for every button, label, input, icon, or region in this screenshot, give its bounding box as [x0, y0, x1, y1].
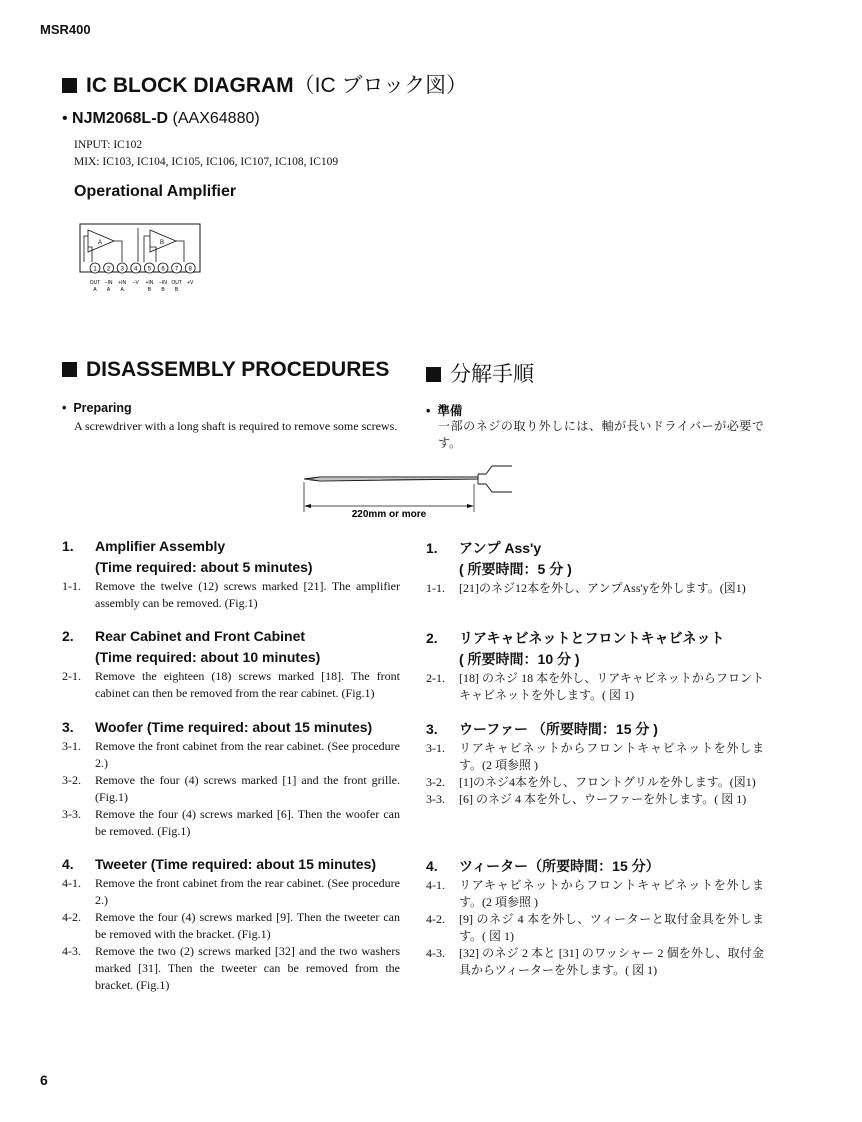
- pin-label: OUT: [171, 280, 182, 286]
- section-number: 4.: [62, 856, 74, 872]
- procedure-step: [62, 909, 400, 943]
- mix-line: MIX: IC103, IC104, IC105, IC106, IC107, IC108, IC109: [74, 156, 339, 168]
- step-text: Remove the twelve (12) screws marked [21]. The amplifier assembly can be removed. (Fig.1): [95, 579, 400, 610]
- section-time: (Time required: about 5 minutes): [95, 559, 313, 575]
- pin-number: 1: [93, 266, 97, 273]
- step-number: 4-1.: [426, 878, 445, 892]
- pin-sublabel: A: [93, 287, 97, 293]
- step-number: 4-1.: [62, 876, 81, 890]
- pin-number: 3: [120, 266, 124, 273]
- step-text: [32] のネジ 2 本と [31] のワッシャー 2 個を外し、取付金具からツィーターを外します。( 図 1): [459, 946, 764, 977]
- procedure-section-jp: [426, 856, 764, 979]
- disassembly-title-jp: 分解手順: [450, 363, 534, 386]
- input-line: INPUT: IC102: [74, 139, 143, 151]
- step-number: 3-1.: [426, 741, 445, 755]
- section-title: Woofer (Time required: about 15 minutes): [95, 719, 373, 735]
- procedure-step: [426, 911, 764, 945]
- bullet-icon: •: [426, 404, 438, 418]
- section-heading: [426, 719, 764, 740]
- step-text: Remove the two (2) screws marked [32] and the two washers marked [31]. Then the tweeter can be removed from the bracket. (Fig.1): [95, 944, 400, 992]
- ic-usage: [74, 137, 338, 171]
- preparing-text-jp: 一部のネジの取り外しには、軸が長いドライバーが必要です。: [438, 419, 764, 450]
- pin-number: 2: [106, 266, 111, 273]
- disassembly-title: DISASSEMBLY PROCEDURES: [86, 358, 390, 381]
- section-number: 1.: [62, 538, 74, 554]
- ic-block-diagram-heading: [62, 69, 467, 99]
- amp-b-label: B: [160, 240, 165, 246]
- section-heading: [426, 628, 764, 670]
- section-title: Rear Cabinet and Front Cabinet: [95, 628, 306, 644]
- section-number: 1.: [426, 540, 438, 556]
- section-title: アンプ Ass'y: [459, 540, 542, 556]
- section-heading: [426, 856, 764, 877]
- step-number: 4-3.: [62, 944, 81, 958]
- step-number: 4-2.: [62, 910, 81, 924]
- preparing-label-jp: • 準備: [426, 404, 463, 418]
- step-number: 3-3.: [426, 792, 445, 806]
- model-header: MSR400: [40, 22, 91, 37]
- procedure-section: [62, 717, 400, 840]
- preparing-text: A screwdriver with a long shaft is required to remove some screws.: [74, 419, 398, 433]
- page-number: 6: [40, 1072, 48, 1088]
- procedure-step: [62, 772, 400, 806]
- screwdriver-illustration: [300, 458, 520, 522]
- pin-label: OUT: [89, 280, 101, 286]
- step-number: 1-1.: [426, 581, 445, 595]
- procedure-step: [62, 738, 400, 772]
- section-number: 3.: [426, 721, 438, 737]
- section-title: Tweeter (Time required: about 15 minutes): [95, 856, 377, 872]
- procedure-section-jp: [426, 628, 764, 704]
- step-text: [21]のネジ12本を外し、アンプAss'yを外します。(図1): [459, 581, 746, 595]
- step-text: リアキャビネットからフロントキャビネットを外します。(2 項参照 ): [459, 741, 764, 772]
- pin-sublabel: A: [106, 287, 111, 293]
- pin-number: 8: [188, 266, 192, 273]
- step-text: Remove the front cabinet from the rear cabinet. (See procedure 2.): [95, 876, 400, 907]
- bullet-icon: •: [62, 110, 73, 127]
- procedure-step: [62, 943, 400, 994]
- section-title: リアキャビネットとフロントキャビネット: [459, 630, 725, 646]
- opamp-subtitle: Operational Amplifier: [74, 183, 237, 200]
- step-text: Remove the four (4) screws marked [9]. Then the tweeter can be removed with the bracket. (Fig.1): [95, 910, 400, 941]
- pin-label: +IN: [118, 280, 127, 286]
- procedure-step: [62, 875, 400, 909]
- step-number: 3-3.: [62, 807, 81, 821]
- step-text: [1]のネジ4本を外し、フロントグリルを外します。(図1): [459, 775, 756, 789]
- procedure-step: [62, 578, 400, 612]
- dimension-label: 220mm or more: [351, 509, 427, 520]
- part-name: NJM2068L-D: [72, 110, 169, 127]
- section-time: ( 所要時間：5 分 ): [459, 561, 572, 577]
- pin-label: –IN: [159, 280, 167, 286]
- section-time: (Time required: about 10 minutes): [95, 649, 321, 665]
- step-text: [18] のネジ 18 本を外し、リアキャビネットからフロントキャビネットを外します。( 図 1): [459, 671, 764, 702]
- step-number: 3-1.: [62, 739, 81, 753]
- ic-title-jp: （IC ブロック図）: [293, 74, 468, 97]
- section-heading: [62, 536, 400, 578]
- procedure-section-jp: [426, 538, 764, 597]
- procedure-step: [426, 945, 764, 979]
- section-time: ( 所要時間：10 分 ): [459, 651, 580, 667]
- section-heading: [62, 717, 400, 738]
- preparing-label: • Preparing: [62, 401, 132, 415]
- pin-number: 7: [174, 266, 179, 273]
- heading-square-icon: [426, 367, 441, 382]
- step-text: リアキャビネットからフロントキャビネットを外します。(2 項参照 ): [459, 878, 764, 909]
- section-heading: [426, 538, 764, 580]
- step-text: [9] のネジ 4 本を外し、ツィーターと取付金具を外します。( 図 1): [459, 912, 764, 943]
- section-number: 3.: [62, 719, 74, 735]
- step-number: 2-1.: [426, 671, 445, 685]
- procedure-step: [426, 670, 764, 704]
- step-text: [6] のネジ 4 本を外し、ウーファーを外します。( 図 1): [459, 792, 747, 806]
- procedure-step: [426, 877, 764, 911]
- ic-title-text: IC BLOCK DIAGRAM: [86, 74, 294, 97]
- disassembly-heading: [62, 358, 389, 382]
- procedure-step: [62, 806, 400, 840]
- step-number: 4-2.: [426, 912, 445, 926]
- section-number: 4.: [426, 858, 438, 874]
- step-number: 2-1.: [62, 669, 81, 683]
- pin-number: 5: [147, 266, 152, 273]
- procedure-section: [62, 536, 400, 612]
- pin-sublabel: B: [161, 287, 165, 293]
- pin-sublabel: B: [174, 287, 179, 293]
- step-number: 4-3.: [426, 946, 445, 960]
- pin-label: +IN: [145, 280, 154, 286]
- step-text: Remove the four (4) screws marked [1] and the front grille. (Fig.1): [95, 773, 400, 804]
- procedure-step: [62, 668, 400, 702]
- step-text: Remove the front cabinet from the rear cabinet. (See procedure 2.): [95, 739, 400, 770]
- part-line: [62, 110, 260, 128]
- amp-a-label: A: [98, 240, 103, 246]
- disassembly-heading-jp: [426, 358, 534, 388]
- section-heading: [62, 854, 400, 875]
- pin-label: –V: [132, 280, 139, 286]
- section-title: Amplifier Assembly: [95, 538, 226, 554]
- step-number: 3-2.: [62, 773, 81, 787]
- section-number: 2.: [426, 630, 438, 646]
- section-title: ツィーター（所要時間：15 分）: [459, 858, 660, 874]
- step-number: 1-1.: [62, 579, 81, 593]
- procedure-step: [426, 740, 764, 774]
- section-heading: [62, 626, 400, 668]
- pin-sublabel: B: [147, 287, 152, 293]
- section-number: 2.: [62, 628, 74, 644]
- pin-label: –IN: [104, 280, 113, 286]
- section-title: ウーファー （所要時間：15 分 ): [459, 721, 658, 737]
- procedure-section: [62, 854, 400, 994]
- step-number: 3-2.: [426, 775, 445, 789]
- procedure-step: [426, 791, 764, 808]
- pin-label: +V: [187, 280, 194, 286]
- heading-square-icon: [62, 78, 77, 93]
- procedure-section-jp: [426, 719, 764, 808]
- ic-block-diagram: [78, 222, 202, 298]
- pin-number: 4: [134, 266, 138, 273]
- step-text: Remove the eighteen (18) screws marked [18]. The front cabinet can then be removed from the rear cabinet. (Fig.1): [95, 669, 400, 700]
- part-code: (AAX64880): [172, 110, 260, 127]
- bullet-icon: •: [62, 401, 74, 415]
- procedure-step: [426, 580, 764, 597]
- procedure-section: [62, 626, 400, 702]
- heading-square-icon: [62, 362, 77, 377]
- pin-sublabel: A: [120, 287, 124, 293]
- step-text: Remove the four (4) screws marked [6]. Then the woofer can be removed. (Fig.1): [95, 807, 400, 838]
- pin-number: 6: [161, 266, 165, 273]
- procedure-step: [426, 774, 764, 791]
